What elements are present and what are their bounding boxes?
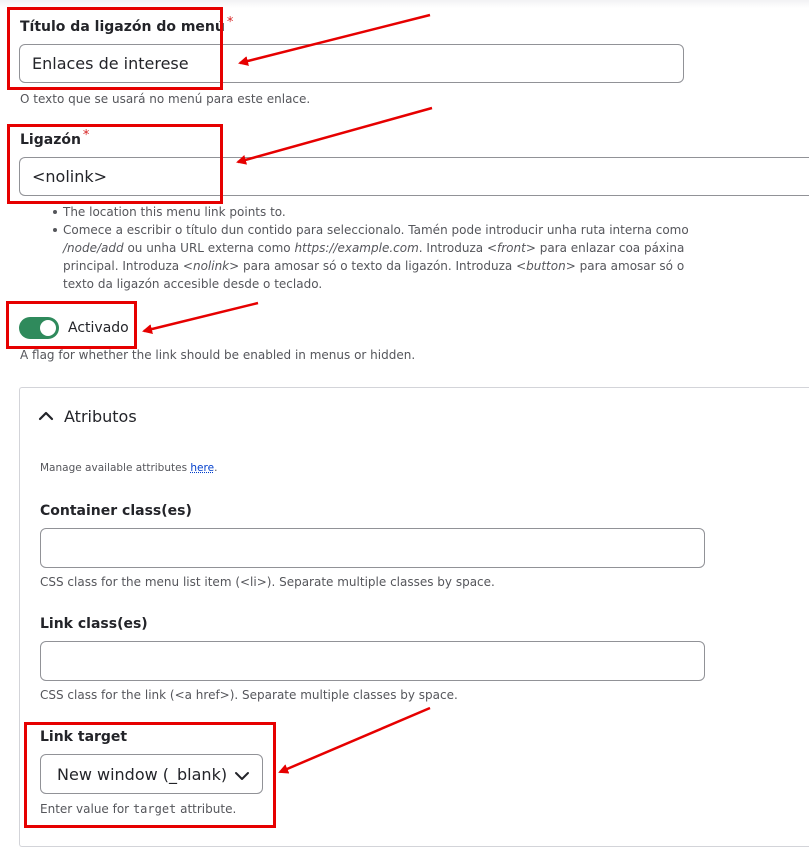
annotation-arrow — [238, 108, 432, 162]
required-mark: * — [82, 128, 90, 143]
annotation-arrow — [240, 15, 430, 63]
target-desc-text: Enter value for — [40, 802, 133, 816]
link-class-description: CSS class for the link (<a href>). Separate multiple classes by space. — [40, 688, 458, 702]
desc-text: para amosar só o texto da ligazón. Introduza — [239, 259, 517, 273]
link-target-value: New window (_blank) — [57, 764, 228, 784]
attributes-summary-title[interactable]: Atributos — [64, 407, 137, 426]
link-description-item: The location this menu link points to. — [63, 203, 703, 221]
container-class-label: Container class(es) — [40, 503, 192, 519]
enabled-description: A flag for whether the link should be enabled in menus or hidden. — [20, 348, 416, 362]
manage-end: . — [214, 462, 218, 474]
link-class-label: Link class(es) — [40, 616, 148, 632]
desc-example: /node/add — [63, 241, 124, 255]
desc-example: <nolink> — [182, 259, 240, 273]
desc-text: para enlazar coa páxina principal. Introduza — [63, 241, 685, 273]
desc-example: <button> — [516, 259, 576, 273]
required-mark: * — [226, 15, 234, 30]
menu-title-description: O texto que se usará no menú para este enlace. — [20, 92, 311, 106]
container-class-description: CSS class for the menu list item (<li>). Separate multiple classes by space. — [40, 575, 495, 589]
target-desc-text: attribute. — [176, 802, 237, 816]
link-label-text: Ligazón — [20, 132, 81, 148]
desc-example: <front> — [486, 241, 536, 255]
manage-text: Manage available attributes — [40, 462, 191, 474]
desc-example: https://example.com — [294, 241, 419, 255]
enabled-label: Activado — [68, 320, 129, 336]
desc-text: . Introduza — [418, 241, 487, 255]
menu-title-label-text: Título da ligazón do menú — [20, 19, 225, 35]
desc-text: para amosar só o texto da ligazón accesible desde o teclado. — [63, 259, 685, 291]
annotation-arrow — [280, 708, 430, 772]
menu-title-value: Enlaces de interese — [32, 54, 189, 73]
link-value: <nolink> — [32, 167, 108, 186]
desc-text: ou unha URL externa como — [123, 241, 295, 255]
annotation-arrow — [144, 303, 258, 331]
target-desc-code: target — [132, 802, 177, 816]
desc-text: Comece a escribir o título dun contido para seleccionalo. Tamén pode introducir unha ruta interna como — [63, 223, 689, 237]
manage-attributes-link[interactable]: here — [190, 462, 215, 474]
link-target-label: Link target — [40, 729, 128, 745]
